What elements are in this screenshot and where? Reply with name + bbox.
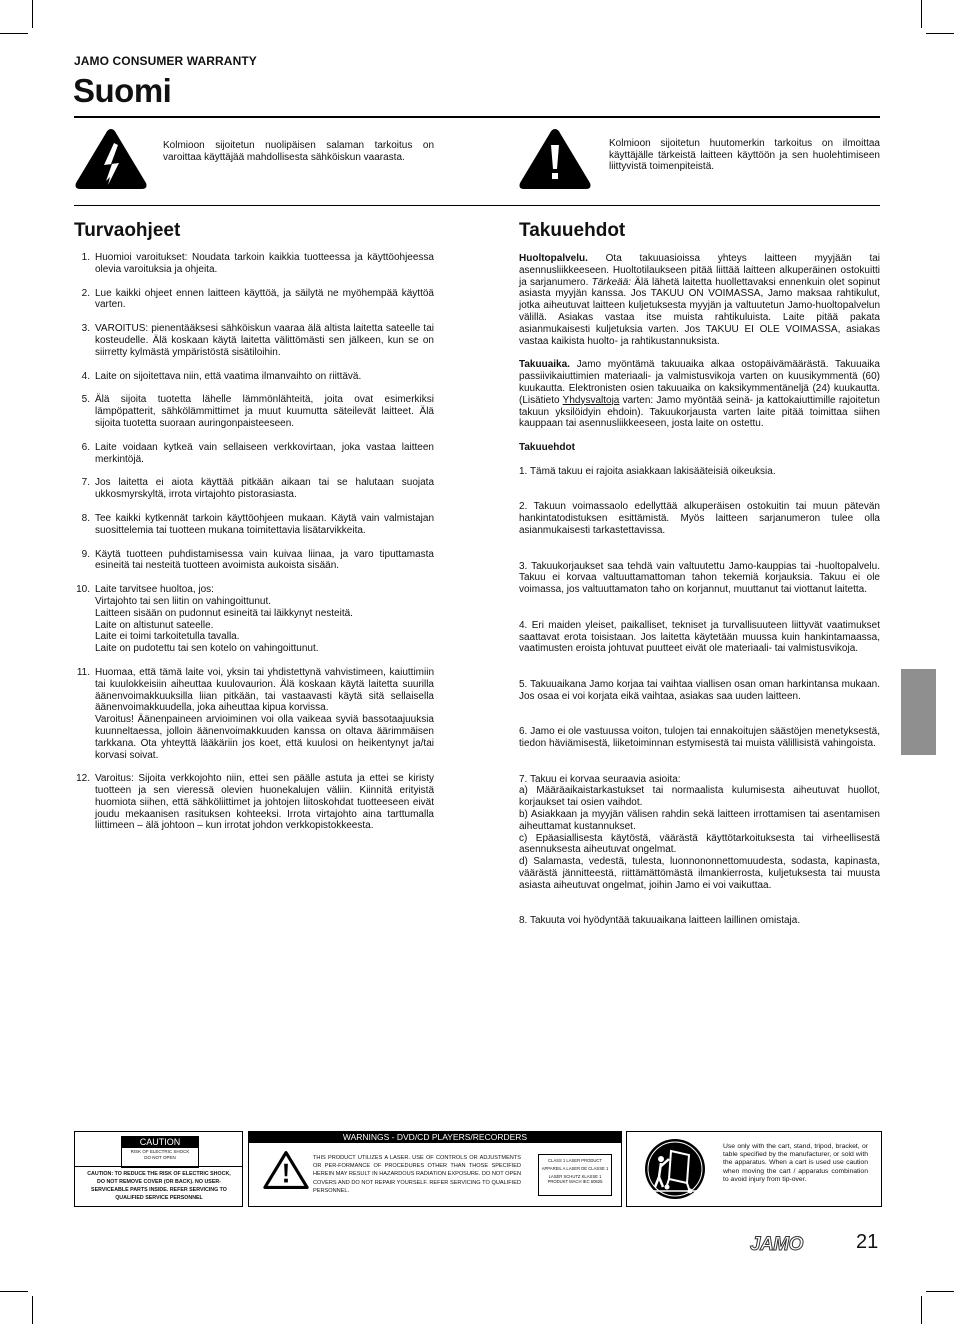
item-number: 5.	[81, 394, 90, 406]
list-item	[74, 584, 434, 655]
item-number: 2.	[81, 287, 90, 299]
list-item	[74, 288, 434, 312]
period-text-a: Jamo myöntämä takuuaika alkaa ostopäivämäärästä. Takuuaika passiivikaiuttimien materiaali- ja valmistusvikoja varten on kuusikymmentä (60) kuukautta. Elektronisten osien takuuaika on kaksikymmentäneljä (24) kuukautta. (Lisätieto	[519, 359, 880, 406]
item-number: 8.	[81, 512, 90, 524]
cart-tipover-icon	[643, 1137, 707, 1201]
item-text: Laite on sijoitettava niin, että vaatima ilmanvaihto on riittävä.	[95, 370, 362, 382]
terms-list	[519, 454, 880, 951]
list-item: 3. Takuukorjaukset saa tehdä vain valtuutettu Jamo-kauppias tai -huoltopalvelu. Takuu ei korvaa valtuuttamattoman tahon tekemiä korjauksia. Takuu ei ole voimassa, jos valtuuttamaton taho on korjannut, muuttanut tai viottanut laitetta.	[519, 560, 880, 596]
list-item	[74, 252, 434, 276]
list-item	[74, 667, 434, 761]
crop-mark	[921, 0, 922, 28]
cart-warning-box	[626, 1131, 882, 1207]
dvd-title: WARNINGS - DVD/CD PLAYERS/RECORDERS	[249, 1132, 621, 1143]
period-text-b: varten: Jamo myöntää seinä- ja kattokaiuttimille rajoitetun takuun yksilöidyin ehdoin). Takuukorjausta varten laite pitää toimittaa siihen kauppaan tai asennusliikkeeseen, josta laite on ostettu.	[519, 394, 880, 430]
item-text: Lue kaikki ohjeet ennen laitteen käyttöä, ja säilytä ne myöhempää käyttöä varten.	[95, 287, 434, 311]
list-item: 4. Eri maiden yleiset, paikalliset, tekniset ja turvallisuuteen liittyvät vaatimukset saattavat erota toisistaan. Jos laitetta käytetään muussa kuin hankintamaassa, vaatimusten eroista johtuvat puutteet eivät ole materiaali- tai valmistusvikoja.	[519, 619, 880, 655]
item-number: 9.	[81, 548, 90, 560]
warranty-heading: Takuuehdot	[519, 220, 626, 241]
jamo-logo: JAMO	[750, 1234, 803, 1255]
period-paragraph	[519, 359, 880, 430]
crop-mark	[921, 1296, 922, 1324]
list-item: 6. Jamo ei ole vastuussa voiton, tulojen tai ennakoitujen säästöjen menetyksestä, tiedon häviämisestä, liiketoiminnan estymisestä tai muista välillisistä vahingoista.	[519, 726, 880, 750]
safety-heading: Turvaohjeet	[74, 220, 181, 241]
page-number: 21	[856, 1231, 879, 1253]
list-item	[74, 394, 434, 429]
laser-label-1: CLASS 1 LASER PRODUCT	[548, 1158, 602, 1163]
top-rule	[74, 116, 880, 118]
crop-mark	[0, 33, 28, 34]
service-paragraph	[519, 253, 880, 347]
item-text: Tee kaikki kytkennät tarkoin käyttöohjeen mukaan. Käytä vain valmistajan suosittelemia tai tuotteen mukana toimitettavia lisätarvikkeita.	[95, 512, 434, 536]
cart-text: Use only with the cart, stand, tripod, bracket, or table specified by the manufacturer, or sold with the apparatus. When a cart is used use caution when moving the cart / apparatus combination to avoid injury from tip-over.	[723, 1143, 868, 1183]
item-number: 11.	[76, 666, 90, 678]
item-number: 7.	[81, 477, 90, 489]
laser-label	[538, 1154, 612, 1196]
list-item	[74, 323, 434, 358]
item-text: Älä sijoita tuotetta lähelle lämmönlähteitä, joita ovat esimerkiksi lämpöpatterit, sähkölämmittimet ja muut kuumutta säteilevät laitteet. Älä sijoita tuotetta suoraan auringonpaisteeseen.	[95, 394, 434, 429]
crop-mark	[926, 33, 954, 34]
item-number: 6.	[81, 441, 90, 453]
list-item: 1. Tämä takuu ei rajoita asiakkaan lakisääteisiä oikeuksia.	[519, 465, 776, 477]
crop-mark	[32, 1296, 33, 1324]
service-text-a: Ota takuuasioissa yhteys laitteen myyjään tai asennusliikkeeseen. Huoltotilaukseen pitää liittää laitteen alkuperäinen ostokuitti ja sarjanumero.	[519, 253, 881, 288]
crop-mark	[32, 0, 33, 28]
warranty-body	[519, 253, 880, 951]
dvd-warning-box	[248, 1131, 622, 1207]
divider	[75, 1166, 242, 1167]
list-item	[74, 773, 434, 832]
caution-box	[74, 1131, 243, 1207]
item-text: Käytä tuotteen puhdistamisessa vain kuivaa liinaa, ja varo tiputtamasta esineitä tai nesteitä tuotteen avoimista aukoista sisään.	[95, 548, 434, 572]
caution-body: CAUTION: TO REDUCE THE RISK OF ELECTRIC SHOCK, DO NOT REMOVE COVER (OR BACK). NO USER-SERVICEABLE PARTS INSIDE. REFER SERVICING TO QUALIFIED SERVICE PERSONNEL	[87, 1171, 231, 1201]
list-item: 7. Takuu ei korvaa seuraavia asioita: a) Määräaikaistarkastukset tai normaalista kulumisesta aiheutuvat huollot, korjaukset tai osien vaihdot. b) Asiakkaan ja myyjän välisen rahdin sekä laitteen irrottamisen tai asentamisen aiheuttamat kustannukset. c) Epäasiallisesta käytöstä, väärästä käyttötarkoituksesta tai virheellisestä asennuksesta aiheutuvat ongelmat. d) Salamasta, vedestä, tulesta, luonnononnettomuudesta, sodasta, kapinasta, väärästä jännitteestä, riittämättömästä ilmankierrosta, kuljetuksesta tai muusta asiasta aiheutuvat ongelmat, joihin Jamo ei voi vaikuttaa.	[519, 773, 880, 891]
exclamation-warning-icon	[518, 127, 592, 191]
list-item	[74, 371, 434, 383]
item-text: Laite voidaan kytkeä vain sellaiseen verkkovirtaan, joka vastaa laitteen merkintöjä.	[95, 441, 434, 465]
item-number: 3.	[81, 323, 90, 335]
brand-heading: JAMO CONSUMER WARRANTY	[74, 54, 257, 68]
service-label: Huoltopalvelu.	[519, 253, 588, 264]
item-text: VAROITUS: pienentääksesi sähköiskun vaaraa älä altista laitetta sateelle tai kosteudelle. Älä koskaan käytä laitetta välittömästi sen jälkeen, kun se on siirretty kylmästä ympäristöstä sisätiloihin.	[95, 323, 434, 358]
list-item: 8. Takuuta voi hyödyntää takuuaikana laitteen laillinen omistaja.	[519, 915, 801, 927]
lightning-warning-text: Kolmioon sijoitetun nuolipäisen salaman tarkoitus on varoittaa käyttäjää mahdollisesta sähköiskun vaarasta.	[163, 140, 434, 163]
item-text: Varoitus: Sijoita verkkojohto niin, ettei sen päälle astuta ja ettei se kiristy tuotteen ja sen vieressä olevien huonekalujen väliin. Kiinnitä erityistä huomiota siihen, että sähköliittimet ja johtojen liitoskohdat tuotteeseen eivät joudu mekaanisen rasituksen kohteeksi. Irrota virtajohto aina tarttumalla liittimeen – älä johtoon – kun irrotat johdon verkkopistokkeesta.	[95, 773, 434, 832]
laser-label-3: LASER SCHUTZ KLASSE 1 PRODUKT MACH IEC 60825	[547, 1174, 603, 1184]
item-text: Laite tarvitsee huoltoa, jos: Virtajohto tai sen liitin on vahingoittunut. Laitteen sisään on pudonnut esineitä tai läikkynyt nesteitä. Laite on altistunut sateelle. Laite ei toimi tarkoitetulla tavalla. Laite on pudotettu tai sen kotelo on vahingoittunut.	[95, 584, 353, 655]
caution-sub: RISK OF ELECTRIC SHOCK DO NOT OPEN	[130, 1149, 190, 1160]
period-label: Takuuaika.	[519, 359, 570, 371]
language-tab	[901, 669, 936, 755]
laser-label-2: APPAREIL A LASER DE CLASSE 1	[541, 1166, 609, 1171]
caution-title: CAUTION	[122, 1137, 198, 1148]
lightning-warning-icon	[74, 127, 148, 191]
item-text: Jos laitetta ei aiota käyttää pitkään aikaan tai se halutaan suojata ukkosmyrskyltä, irrota virtajohto pistorasiasta.	[95, 477, 434, 501]
crop-mark	[0, 1291, 28, 1292]
safety-list	[74, 252, 434, 844]
caution-label-frame	[121, 1136, 199, 1168]
item-text: Huomaa, että tämä laite voi, yksin tai yhdistettynä vahvistimeen, kaiuttimiin tai kuulokkeisiin aiheuttaa kuulovaurion. Älä koskaan käytä laitetta suurilla äänenvoimakkuuksilla liian pitkään, tai vastaavasti käytä sitä sellaisella äänenvoimakkuudella, joka aiheuttaa kipua korvissa. Varoitus! Äänenpaineen arvioiminen voi olla vaikeaa syviä bassotaajuuksia kuunneltaessa, jolloin äänenvoimakkuuden kanssa on oltava äärimmäisen tarkkana. Ota yhteyttä lääkäriin jos koet, että kuulosi on heikentynyt ja/tai korvasi soivat.	[95, 666, 434, 761]
list-item: 5. Takuuaikana Jamo korjaa tai vaihtaa viallisen osan oman harkintansa mukaan. Jos osaa ei voi korjata eikä vaihtaa, asiakas saa uuden laitteen.	[519, 678, 880, 702]
item-number: 1.	[81, 252, 90, 263]
crop-mark	[926, 1291, 954, 1292]
service-text-b: Älä lähetä laitetta huollettavaksi ennenkuin olet sopinut asiasta myyjän kanssa. Jos TAKUU ON VOIMASSA, Jamo maksaa rahtikulut, jotka aiheutuvat laitteen kuljetuksesta myyjän ja valtuutetun Jamo-huoltopalvelun välillä. Asiakas vastaa itse muista rahtikuluista. Laite pitää pakata asianmukaisesti kuljetuksia varten. Jos TAKUU EI OLE VOIMASSA, asiakas vastaa kaikista huolto- ja rahtikustannuksista.	[519, 276, 881, 347]
exclamation-warning-text: Kolmioon sijoitetun huutomerkin tarkoitus on ilmoittaa käyttäjälle tärkeistä laitteen käyttöön ja sen huolehtimiseen liittyvistä toimenpiteistä.	[609, 138, 880, 172]
item-number: 10.	[76, 584, 90, 596]
terms-label: Takuuehdot	[519, 442, 575, 454]
page-title: Suomi	[73, 72, 172, 109]
list-item	[74, 549, 434, 573]
list-item	[74, 513, 434, 537]
item-number: 12.	[76, 773, 90, 785]
item-text: Huomioi varoitukset: Noudata tarkoin kaikkia tuotteessa ja käyttöohjeessa olevia varoituksia ja ohjeita.	[95, 252, 434, 275]
usa-link[interactable]: Yhdysvaltoja	[562, 394, 620, 406]
list-item	[74, 477, 434, 501]
section-rule	[74, 205, 880, 206]
list-item: 2. Takuun voimassaolo edellyttää alkuperäisen ostokuitin tai muun pätevän hankintatodistuksen esittämistä. Myös laitteen sarjanumeron tulee olla asianmukaisesti tarkastettavissa.	[519, 501, 880, 536]
exclamation-icon	[263, 1150, 309, 1190]
list-item	[74, 442, 434, 466]
important-label: Tärkeää:	[591, 276, 632, 288]
item-number: 4.	[81, 370, 90, 382]
dvd-body: THIS PRODUCT UTILIZES A LASER. USE OF CONTROLS OR ADJUSTMENTS OR PER-FORMANCE OF PROCEDURES OTHER THAN THOSE SPECIFIED HEREIN MAY RESULT IN HAZARDOUS RADIATION EXPOSURE. DO NOT OPEN COVERS AND DO NOT REPAIR YOURSELF. REFER SERVICING TO QUALIFIED PERSONNEL.	[313, 1155, 521, 1194]
